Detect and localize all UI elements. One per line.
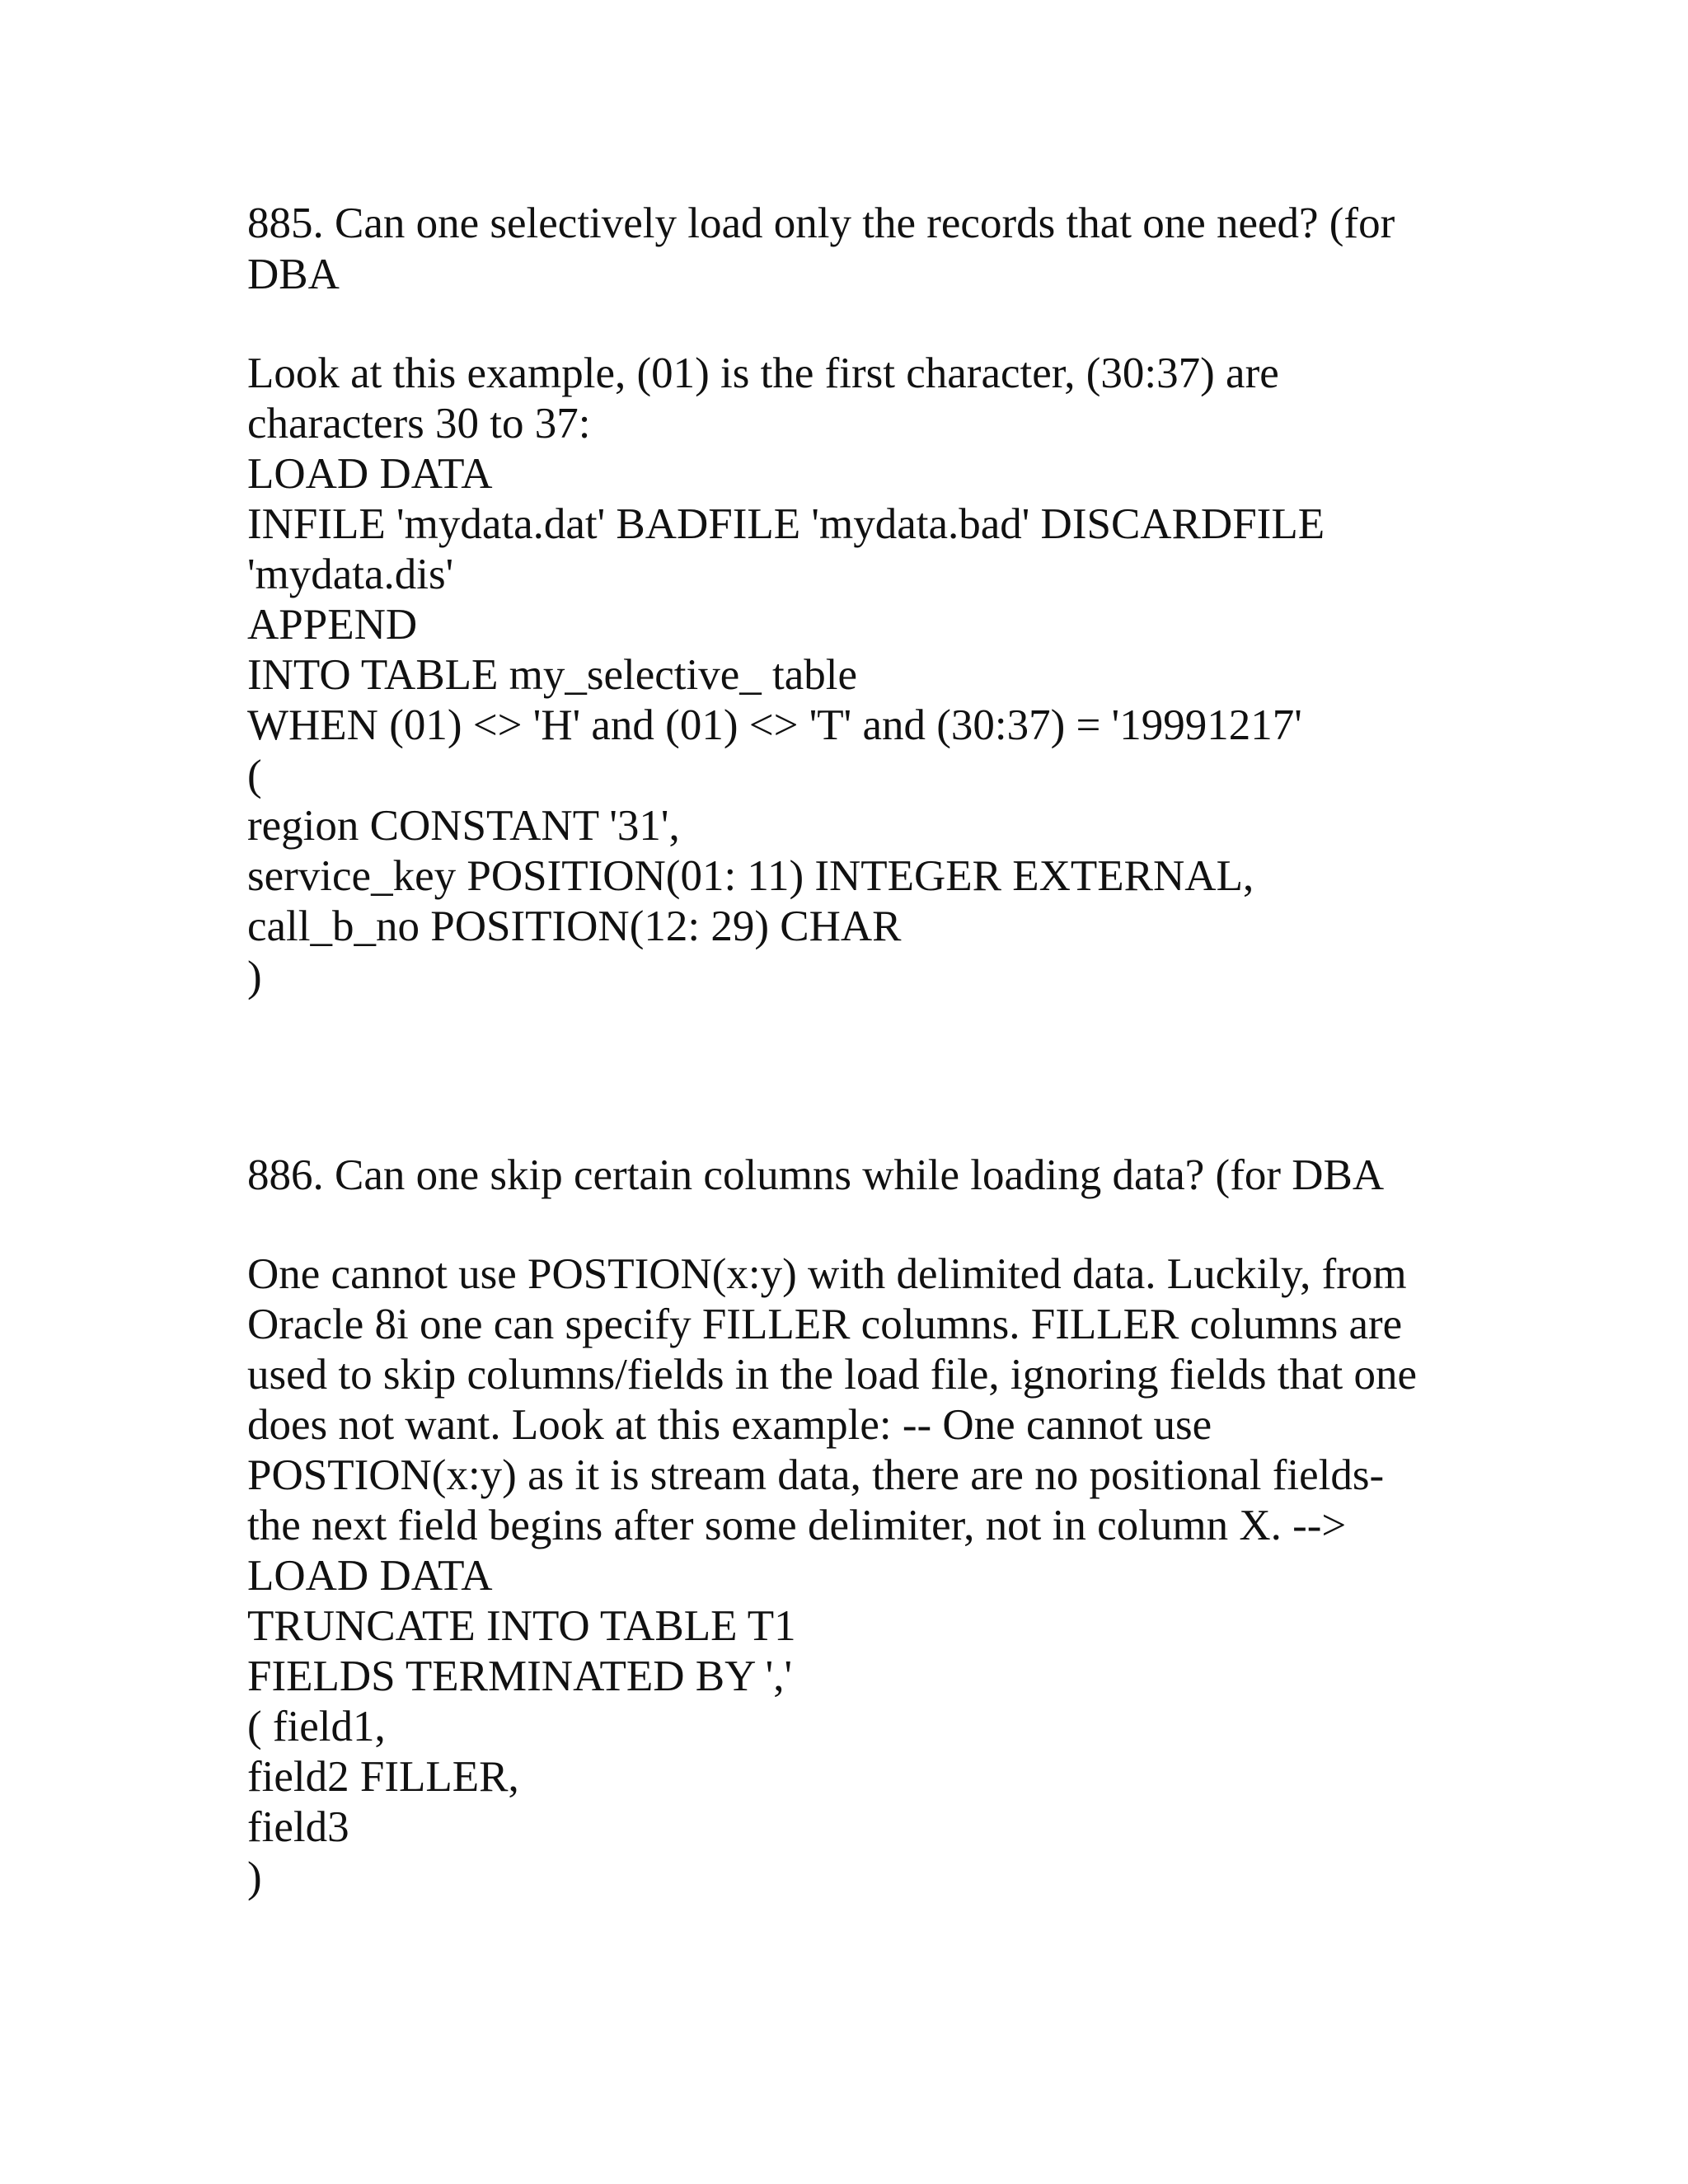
question-886-line-1: 886. Can one skip certain columns while loading data? (for DBA bbox=[247, 1151, 1385, 1199]
question-885-line-2: DBA bbox=[247, 251, 340, 298]
code-885-line-4: APPEND bbox=[247, 601, 418, 649]
code-886-line-1: LOAD DATA bbox=[247, 1552, 493, 1600]
code-886-line-2: TRUNCATE INTO TABLE T1 bbox=[247, 1602, 796, 1650]
code-885-line-10: call_b_no POSITION(12: 29) CHAR bbox=[247, 902, 902, 950]
code-886-line-4: ( field1, bbox=[247, 1703, 386, 1750]
code-885-line-1: LOAD DATA bbox=[247, 450, 493, 498]
code-885-line-11: ) bbox=[247, 953, 262, 1001]
answer-886-line-6: the next field begins after some delimiter, not in column X. --> bbox=[247, 1502, 1347, 1549]
answer-886-line-4: does not want. Look at this example: -- One cannot use bbox=[247, 1401, 1212, 1449]
code-885-line-3: 'mydata.dis' bbox=[247, 551, 454, 598]
code-885-line-9: service_key POSITION(01: 11) INTEGER EXTERNAL, bbox=[247, 852, 1254, 900]
code-886-line-7: ) bbox=[247, 1854, 262, 1901]
code-886-line-6: field3 bbox=[247, 1803, 349, 1851]
answer-885-line-2: characters 30 to 37: bbox=[247, 400, 591, 448]
code-885-line-2: INFILE 'mydata.dat' BADFILE 'mydata.bad' DISCARDFILE bbox=[247, 500, 1325, 548]
code-886-line-5: field2 FILLER, bbox=[247, 1753, 519, 1801]
code-885-line-5: INTO TABLE my_selective_ table bbox=[247, 651, 858, 699]
answer-886-line-3: used to skip columns/fields in the load file, ignoring fields that one bbox=[247, 1351, 1417, 1399]
code-885-line-7: ( bbox=[247, 752, 262, 799]
answer-886-line-2: Oracle 8i one can specify FILLER columns. FILLER columns are bbox=[247, 1301, 1403, 1348]
answer-886-line-5: POSTION(x:y) as it is stream data, there are no positional fields- bbox=[247, 1451, 1385, 1499]
code-886-line-3: FIELDS TERMINATED BY ',' bbox=[247, 1652, 792, 1700]
code-885-line-6: WHEN (01) <> 'H' and (01) <> 'T' and (30:37) = '19991217' bbox=[247, 701, 1302, 749]
code-885-line-8: region CONSTANT '31', bbox=[247, 802, 680, 850]
answer-886-line-1: One cannot use POSTION(x:y) with delimited data. Luckily, from bbox=[247, 1250, 1407, 1298]
answer-885-line-1: Look at this example, (01) is the first character, (30:37) are bbox=[247, 349, 1279, 397]
question-885-line-1: 885. Can one selectively load only the records that one need? (for bbox=[247, 199, 1395, 247]
